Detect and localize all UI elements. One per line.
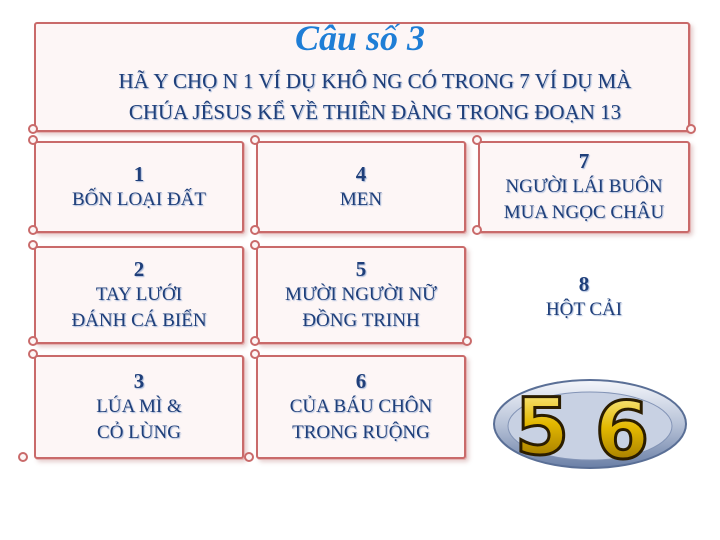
- option-text: TRONG RUỘNG: [292, 422, 430, 443]
- badge-digit-1: 5: [514, 383, 570, 470]
- option-number: 1: [133, 162, 145, 186]
- option-text: MEN: [339, 189, 383, 210]
- option-text: NGƯỜI LÁI BUÔN: [505, 176, 663, 197]
- option-text: ĐÁNH CÁ BIỂN: [71, 310, 207, 331]
- header-frame-curl: [28, 124, 38, 134]
- option-3[interactable]: [34, 355, 244, 459]
- page-title: Câu số 3: [294, 18, 426, 58]
- option-4[interactable]: [256, 141, 466, 233]
- option-text: LÚA MÌ &: [96, 396, 182, 417]
- question-line-2: CHÚA JÊSUS KỂ VỀ THIÊN ĐÀNG TRONG ĐOẠN 13: [128, 100, 622, 124]
- countdown-badge: [490, 374, 690, 470]
- option-8[interactable]: [478, 252, 690, 342]
- option-number: 7: [578, 149, 590, 173]
- frame-curl: [18, 452, 28, 462]
- option-7[interactable]: [478, 141, 690, 233]
- option-text: TAY LƯỚI: [95, 284, 183, 305]
- option-text: CỦA BÁU CHÔN: [289, 396, 433, 417]
- option-text: CỎ LÙNG: [97, 422, 181, 443]
- option-number: 3: [133, 369, 145, 393]
- question-text: [60, 66, 690, 128]
- option-text: BỐN LOẠI ĐẤT: [71, 189, 207, 210]
- option-1[interactable]: [34, 141, 244, 233]
- option-2[interactable]: [34, 246, 244, 344]
- option-text: MƯỜI NGƯỜI NỮ: [285, 284, 437, 305]
- question-line-1: HÃ Y CHỌ N 1 VÍ DỤ KHÔ NG CÓ TRONG 7 VÍ DỤ MÀ: [118, 69, 632, 93]
- option-text: MUA NGỌC CHÂU: [503, 202, 665, 223]
- option-number: 5: [355, 257, 367, 281]
- option-number: 2: [133, 257, 145, 281]
- option-number: 4: [355, 162, 367, 186]
- option-6[interactable]: [256, 355, 466, 459]
- option-5[interactable]: [256, 246, 466, 344]
- option-text: ĐỒNG TRINH: [302, 310, 420, 331]
- option-number: 6: [355, 369, 367, 393]
- option-text: HỘT CẢI: [545, 299, 623, 320]
- option-number: 8: [578, 272, 590, 296]
- badge-digit-2: 6: [594, 387, 650, 470]
- frame-curl: [244, 452, 254, 462]
